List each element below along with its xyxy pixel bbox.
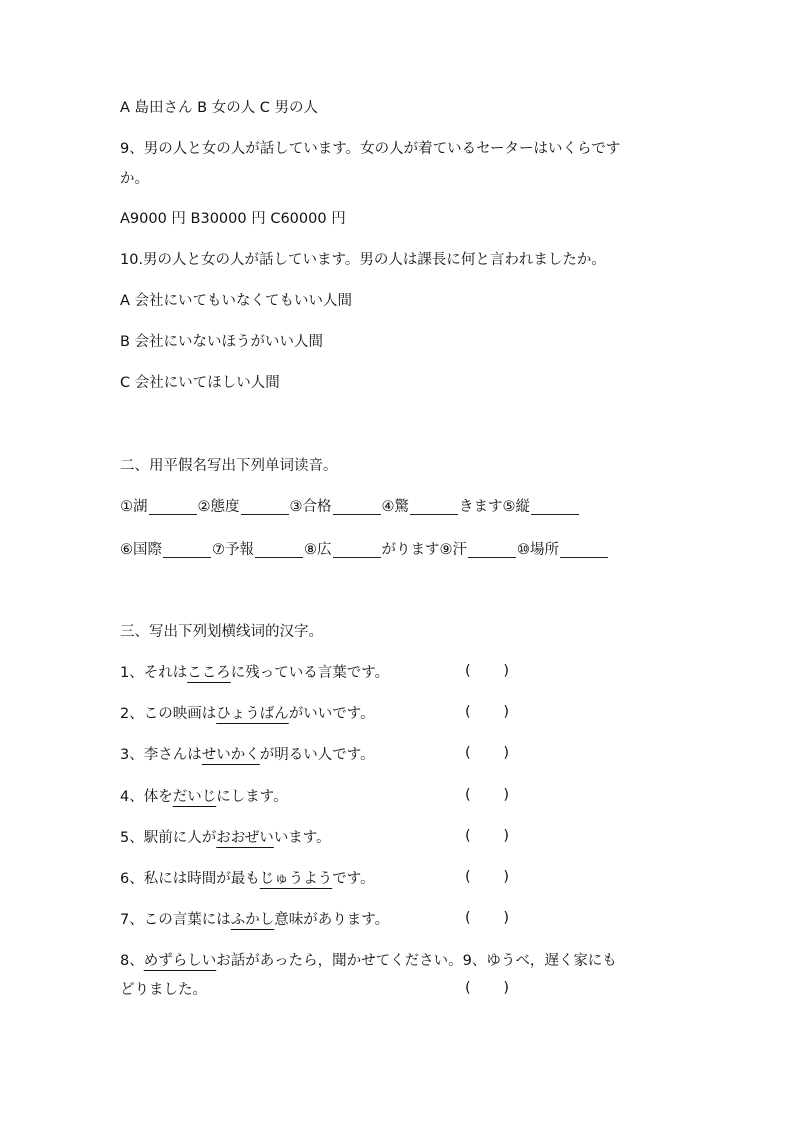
answer-blank[interactable] [241, 500, 289, 515]
underlined-kana: せいかく [201, 747, 260, 763]
answer-parens[interactable]: ( ) [465, 704, 509, 720]
answer-parens[interactable]: ( ) [465, 910, 509, 926]
answer-parens[interactable]: ( ) [465, 745, 509, 761]
listening-q10-option-c: C 会社にいてほしい人間 [120, 375, 280, 391]
reading-item: ⑩場所 [517, 542, 609, 558]
underlined-kana: こころ [187, 665, 231, 681]
section3-item-3: 3、李さんはせいかくが明るい人です。 [120, 747, 375, 763]
answer-blank[interactable] [410, 500, 458, 515]
answer-blank[interactable] [468, 543, 516, 558]
answer-blank[interactable] [255, 543, 303, 558]
reading-item: ④驚 きます [381, 499, 503, 515]
answer-blank[interactable] [163, 543, 211, 558]
underlined-kana: おおぜい [216, 830, 274, 846]
reading-item: ⑨汗 [440, 542, 518, 558]
reading-item: ⑤縦 [503, 499, 581, 515]
answer-parens[interactable]: ( ) [465, 869, 509, 885]
section3-item-6: 6、私には時間が最もじゅうようです。 [120, 871, 375, 887]
section2-row1 [120, 497, 580, 517]
answer-blank[interactable] [333, 543, 381, 558]
underlined-kana: ふかし [230, 912, 275, 928]
underlined-kana: じゅうよう [259, 871, 333, 887]
section3-title: 三、写出下列划横线词的汉字。 [120, 624, 323, 640]
section3-item-1: 1、それはこころに残っている言葉です。 [120, 665, 390, 681]
section2-row2 [120, 540, 609, 560]
listening-q9-text-cont: か。 [120, 171, 149, 187]
underlined-kana: ひょうばん [216, 706, 289, 722]
section3-item-2: 2、この映画はひょうばんがいいです。 [120, 706, 375, 722]
answer-blank[interactable] [531, 500, 579, 515]
answer-parens[interactable]: ( ) [465, 787, 509, 803]
section2-title: 二、用平假名写出下列单词读音。 [120, 458, 338, 474]
listening-q9-text: 9、男の人と女の人が話しています。女の人が着ているセーターはいくらです [120, 141, 621, 157]
underlined-kana: だいじ [172, 789, 217, 805]
listening-q10-option-a: A 会社にいてもいなくてもいい人間 [120, 293, 353, 309]
reading-item: ③合格 [290, 499, 382, 515]
reading-item: ⑥国際 [120, 542, 212, 558]
section3-item-7: 7、この言葉にはふかし意味があります。 [120, 912, 390, 928]
section3-item-8-cont: どりました。 [120, 982, 207, 998]
section3-item-5: 5、駅前に人がおおぜいいます。 [120, 830, 331, 846]
answer-parens[interactable]: ( ) [465, 828, 509, 844]
listening-q8-options: A 島田さん B 女の人 C 男の人 [120, 100, 319, 116]
answer-blank[interactable] [560, 543, 608, 558]
answer-parens[interactable]: ( ) [465, 663, 509, 679]
reading-item: ⑧広 がります [304, 542, 440, 558]
section3-item-4: 4、体をだいじにします。 [120, 789, 288, 805]
answer-parens[interactable]: ( ) [465, 980, 509, 996]
reading-item: ①湖 [120, 499, 198, 515]
listening-q10-text: 10.男の人と女の人が話しています。男の人は課長に何と言われましたか。 [120, 252, 606, 268]
answer-blank[interactable] [333, 500, 381, 515]
section3-item-8: 8、めずらしいお話があったら，聞かせてください。9、ゆうべ，遅く家にも [120, 953, 617, 969]
underlined-kana: めずらしい [143, 953, 217, 969]
reading-item: ⑦予報 [212, 542, 304, 558]
listening-q9-options: A9000 円 B30000 円 C60000 円 [120, 211, 346, 227]
reading-item: ②態度 [198, 499, 290, 515]
listening-q10-option-b: B 会社にいないほうがいい人間 [120, 334, 324, 350]
answer-blank[interactable] [149, 500, 197, 515]
